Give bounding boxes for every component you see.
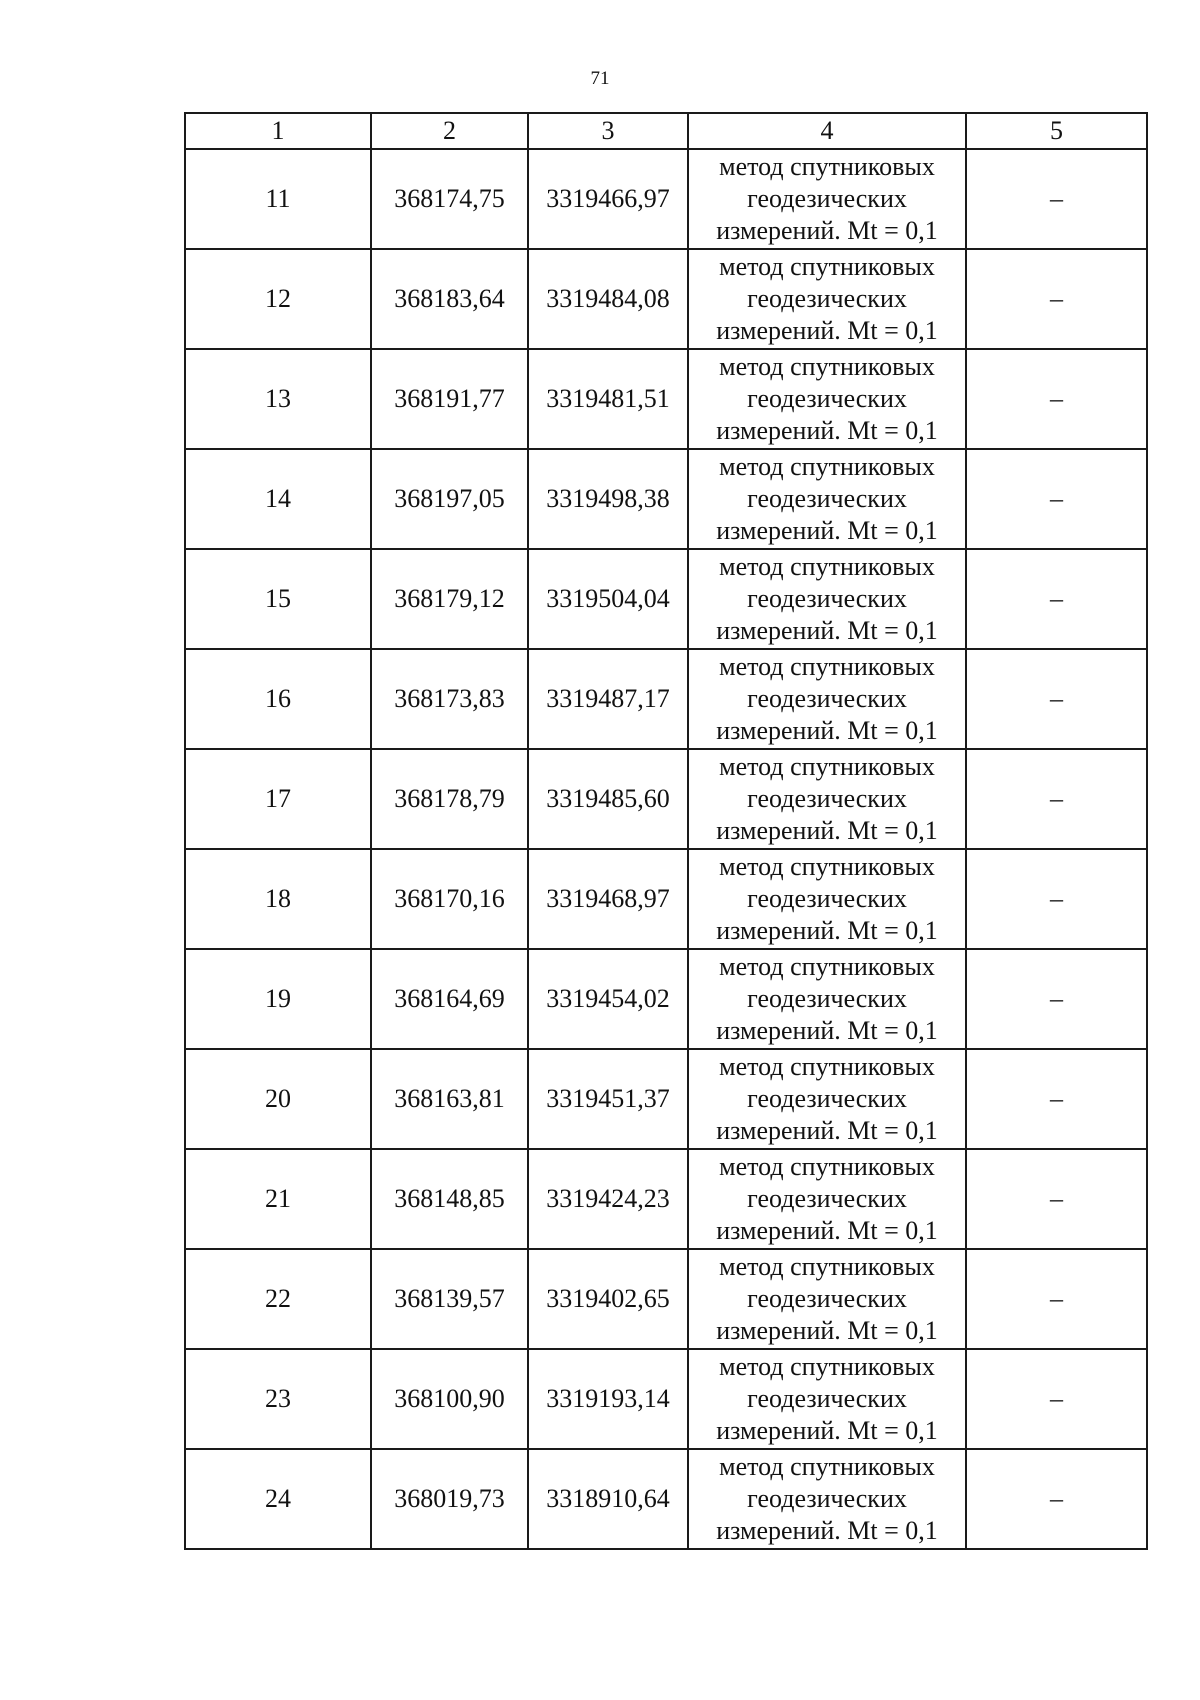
point-number-cell: 14 xyxy=(185,449,371,549)
x-coordinate-cell: 368170,16 xyxy=(371,849,528,949)
y-coordinate-cell: 3319481,51 xyxy=(528,349,688,449)
y-coordinate-cell: 3319193,14 xyxy=(528,1349,688,1449)
point-number-cell: 19 xyxy=(185,949,371,1049)
method-line: геодезических xyxy=(747,1184,907,1213)
point-number-cell: 23 xyxy=(185,1349,371,1449)
method-line: геодезических xyxy=(747,1384,907,1413)
note-cell: – xyxy=(966,249,1147,349)
method-line: измерений. Mt = 0,1 xyxy=(716,716,938,745)
method-line: метод спутниковых xyxy=(719,452,935,481)
point-number-cell: 22 xyxy=(185,1249,371,1349)
y-coordinate-cell: 3319468,97 xyxy=(528,849,688,949)
method-line: измерений. Mt = 0,1 xyxy=(716,1416,938,1445)
y-coordinate-cell: 3319485,60 xyxy=(528,749,688,849)
note-cell: – xyxy=(966,149,1147,249)
y-coordinate-cell: 3319402,65 xyxy=(528,1249,688,1349)
x-coordinate-cell: 368197,05 xyxy=(371,449,528,549)
method-cell xyxy=(688,1249,966,1349)
method-line: измерений. Mt = 0,1 xyxy=(716,816,938,845)
method-line: метод спутниковых xyxy=(719,1352,935,1381)
note-cell: – xyxy=(966,1349,1147,1449)
point-number-cell: 13 xyxy=(185,349,371,449)
method-line: метод спутниковых xyxy=(719,1452,935,1481)
method-line: метод спутниковых xyxy=(719,952,935,981)
table-row xyxy=(185,149,1147,249)
note-cell: – xyxy=(966,849,1147,949)
x-coordinate-cell: 368173,83 xyxy=(371,649,528,749)
method-line: геодезических xyxy=(747,184,907,213)
x-coordinate-cell: 368191,77 xyxy=(371,349,528,449)
method-line: метод спутниковых xyxy=(719,652,935,681)
table-row xyxy=(185,249,1147,349)
table-row xyxy=(185,1149,1147,1249)
column-header-5: 5 xyxy=(966,113,1147,149)
method-line: измерений. Mt = 0,1 xyxy=(716,516,938,545)
y-coordinate-cell: 3319466,97 xyxy=(528,149,688,249)
table-row xyxy=(185,1349,1147,1449)
y-coordinate-cell: 3319498,38 xyxy=(528,449,688,549)
y-coordinate-cell: 3319424,23 xyxy=(528,1149,688,1249)
table-row xyxy=(185,1449,1147,1549)
method-cell xyxy=(688,149,966,249)
method-line: метод спутниковых xyxy=(719,252,935,281)
column-header-4: 4 xyxy=(688,113,966,149)
x-coordinate-cell: 368019,73 xyxy=(371,1449,528,1549)
point-number-cell: 16 xyxy=(185,649,371,749)
method-line: геодезических xyxy=(747,884,907,913)
table-header xyxy=(185,113,1147,149)
table-row xyxy=(185,1049,1147,1149)
method-cell xyxy=(688,349,966,449)
x-coordinate-cell: 368139,57 xyxy=(371,1249,528,1349)
point-number-cell: 11 xyxy=(185,149,371,249)
method-line: геодезических xyxy=(747,684,907,713)
note-cell: – xyxy=(966,949,1147,1049)
note-cell: – xyxy=(966,649,1147,749)
method-cell xyxy=(688,1149,966,1249)
method-line: геодезических xyxy=(747,1084,907,1113)
method-line: геодезических xyxy=(747,1484,907,1513)
y-coordinate-cell: 3319504,04 xyxy=(528,549,688,649)
x-coordinate-cell: 368178,79 xyxy=(371,749,528,849)
x-coordinate-cell: 368148,85 xyxy=(371,1149,528,1249)
header-row xyxy=(185,113,1147,149)
table-row xyxy=(185,649,1147,749)
table-row xyxy=(185,949,1147,1049)
y-coordinate-cell: 3319487,17 xyxy=(528,649,688,749)
method-line: метод спутниковых xyxy=(719,152,935,181)
method-line: метод спутниковых xyxy=(719,1152,935,1181)
method-line: геодезических xyxy=(747,284,907,313)
method-line: метод спутниковых xyxy=(719,552,935,581)
x-coordinate-cell: 368179,12 xyxy=(371,549,528,649)
method-cell xyxy=(688,549,966,649)
y-coordinate-cell: 3319454,02 xyxy=(528,949,688,1049)
note-cell: – xyxy=(966,749,1147,849)
x-coordinate-cell: 368100,90 xyxy=(371,1349,528,1449)
method-line: измерений. Mt = 0,1 xyxy=(716,316,938,345)
note-cell: – xyxy=(966,349,1147,449)
method-cell xyxy=(688,1049,966,1149)
y-coordinate-cell: 3319484,08 xyxy=(528,249,688,349)
method-line: метод спутниковых xyxy=(719,1052,935,1081)
table-row xyxy=(185,449,1147,549)
note-cell: – xyxy=(966,449,1147,549)
method-line: измерений. Mt = 0,1 xyxy=(716,1216,938,1245)
table-row xyxy=(185,349,1147,449)
method-line: геодезических xyxy=(747,784,907,813)
method-line: геодезических xyxy=(747,1284,907,1313)
method-line: метод спутниковых xyxy=(719,852,935,881)
method-line: измерений. Mt = 0,1 xyxy=(716,1016,938,1045)
note-cell: – xyxy=(966,1249,1147,1349)
coordinates-table xyxy=(184,112,1148,1550)
method-line: метод спутниковых xyxy=(719,752,935,781)
method-line: геодезических xyxy=(747,584,907,613)
point-number-cell: 12 xyxy=(185,249,371,349)
column-header-3: 3 xyxy=(528,113,688,149)
method-line: геодезических xyxy=(747,484,907,513)
x-coordinate-cell: 368164,69 xyxy=(371,949,528,1049)
method-line: измерений. Mt = 0,1 xyxy=(716,216,938,245)
method-line: измерений. Mt = 0,1 xyxy=(716,416,938,445)
method-cell xyxy=(688,749,966,849)
table-row xyxy=(185,749,1147,849)
x-coordinate-cell: 368183,64 xyxy=(371,249,528,349)
y-coordinate-cell: 3319451,37 xyxy=(528,1049,688,1149)
x-coordinate-cell: 368163,81 xyxy=(371,1049,528,1149)
method-cell xyxy=(688,649,966,749)
point-number-cell: 21 xyxy=(185,1149,371,1249)
point-number-cell: 17 xyxy=(185,749,371,849)
method-cell xyxy=(688,449,966,549)
method-line: метод спутниковых xyxy=(719,352,935,381)
method-line: измерений. Mt = 0,1 xyxy=(716,916,938,945)
note-cell: – xyxy=(966,1449,1147,1549)
table-row xyxy=(185,849,1147,949)
method-line: метод спутниковых xyxy=(719,1252,935,1281)
method-cell xyxy=(688,949,966,1049)
method-line: геодезических xyxy=(747,984,907,1013)
method-cell xyxy=(688,249,966,349)
x-coordinate-cell: 368174,75 xyxy=(371,149,528,249)
point-number-cell: 24 xyxy=(185,1449,371,1549)
method-cell xyxy=(688,1449,966,1549)
method-line: измерений. Mt = 0,1 xyxy=(716,616,938,645)
point-number-cell: 20 xyxy=(185,1049,371,1149)
point-number-cell: 15 xyxy=(185,549,371,649)
method-line: измерений. Mt = 0,1 xyxy=(716,1316,938,1345)
note-cell: – xyxy=(966,1149,1147,1249)
table-row xyxy=(185,1249,1147,1349)
method-line: геодезических xyxy=(747,384,907,413)
note-cell: – xyxy=(966,549,1147,649)
method-line: измерений. Mt = 0,1 xyxy=(716,1116,938,1145)
point-number-cell: 18 xyxy=(185,849,371,949)
method-cell xyxy=(688,1349,966,1449)
column-header-1: 1 xyxy=(185,113,371,149)
page-number: 71 xyxy=(590,68,610,89)
table-body xyxy=(185,149,1147,1549)
y-coordinate-cell: 3318910,64 xyxy=(528,1449,688,1549)
method-line: измерений. Mt = 0,1 xyxy=(716,1516,938,1545)
column-header-2: 2 xyxy=(371,113,528,149)
method-cell xyxy=(688,849,966,949)
table-row xyxy=(185,549,1147,649)
note-cell: – xyxy=(966,1049,1147,1149)
